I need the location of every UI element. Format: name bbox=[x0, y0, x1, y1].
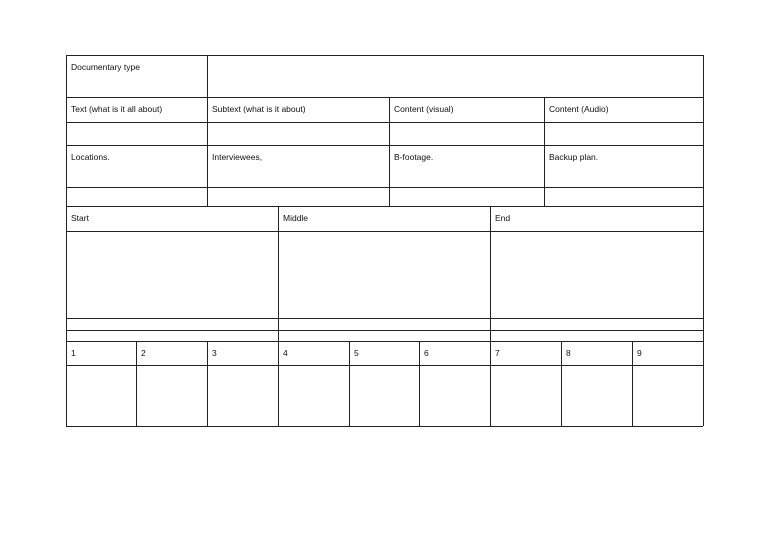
shot-number-3: 3 bbox=[212, 348, 217, 358]
grid-line bbox=[389, 97, 390, 206]
grid-line bbox=[419, 341, 420, 426]
grid-line bbox=[207, 55, 208, 97]
grid-line bbox=[66, 365, 703, 366]
grid-line bbox=[66, 206, 703, 207]
grid-line bbox=[207, 97, 208, 206]
shot-number-7: 7 bbox=[495, 348, 500, 358]
grid-line bbox=[66, 330, 703, 331]
shot-number-5: 5 bbox=[354, 348, 359, 358]
content-audio-label: Content (Audio) bbox=[549, 104, 609, 114]
grid-line bbox=[490, 206, 491, 341]
grid-line bbox=[66, 55, 67, 426]
grid-line bbox=[278, 206, 279, 341]
grid-line bbox=[66, 122, 703, 123]
grid-line bbox=[66, 55, 703, 56]
grid-line bbox=[632, 341, 633, 426]
grid-line bbox=[66, 318, 703, 319]
backup-plan-label: Backup plan. bbox=[549, 152, 599, 162]
grid-line bbox=[66, 426, 703, 427]
shot-number-4: 4 bbox=[283, 348, 288, 358]
text-label: Text (what is it all about) bbox=[71, 104, 163, 114]
grid-line bbox=[544, 97, 545, 206]
grid-line bbox=[207, 341, 208, 426]
grid-line bbox=[136, 341, 137, 426]
shot-number-6: 6 bbox=[424, 348, 429, 358]
shot-number-9: 9 bbox=[637, 348, 642, 358]
shot-number-2: 2 bbox=[141, 348, 146, 358]
middle-label: Middle bbox=[283, 213, 309, 223]
start-label: Start bbox=[71, 213, 89, 223]
shot-number-8: 8 bbox=[566, 348, 571, 358]
content-visual-label: Content (visual) bbox=[394, 104, 454, 114]
grid-line bbox=[490, 341, 491, 426]
documentary-type-label: Documentary type bbox=[71, 62, 140, 72]
interviewees-label: Interviewees, bbox=[212, 152, 263, 162]
end-label: End bbox=[495, 213, 511, 223]
shot-number-1: 1 bbox=[71, 348, 76, 358]
grid-line bbox=[278, 341, 279, 426]
grid-line bbox=[66, 145, 703, 146]
grid-line bbox=[703, 55, 704, 426]
grid-line bbox=[66, 187, 703, 188]
grid-line bbox=[66, 231, 703, 232]
locations-label: Locations. bbox=[71, 152, 110, 162]
grid-line bbox=[66, 97, 703, 98]
subtext-label: Subtext (what is it about) bbox=[212, 104, 306, 114]
grid-line bbox=[349, 341, 350, 426]
grid-line bbox=[66, 341, 703, 342]
grid-line bbox=[561, 341, 562, 426]
bfootage-label: B-footage. bbox=[394, 152, 434, 162]
